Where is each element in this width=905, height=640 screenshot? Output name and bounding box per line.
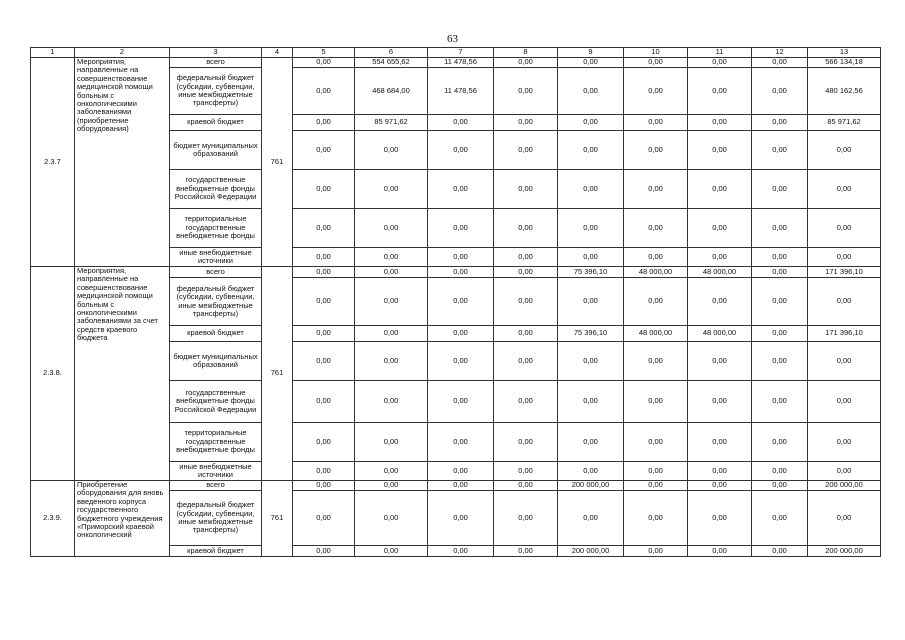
amount-cell: 0,00 bbox=[428, 546, 494, 557]
amount-cell: 468 684,00 bbox=[355, 68, 428, 115]
amount-cell: 0,00 bbox=[558, 278, 624, 326]
amount-cell: 0,00 bbox=[494, 131, 558, 170]
amount-cell: 0,00 bbox=[293, 491, 355, 546]
amount-cell: 0,00 bbox=[293, 381, 355, 423]
amount-cell: 0,00 bbox=[494, 546, 558, 557]
amount-cell: 0,00 bbox=[494, 170, 558, 209]
amount-cell: 0,00 bbox=[428, 423, 494, 462]
funding-source: всего bbox=[170, 481, 262, 491]
amount-cell: 171 396,10 bbox=[808, 267, 881, 278]
column-number: 7 bbox=[428, 48, 494, 58]
table-row bbox=[31, 267, 881, 278]
amount-cell: 0,00 bbox=[494, 462, 558, 481]
amount-cell: 0,00 bbox=[293, 131, 355, 170]
amount-cell: 0,00 bbox=[688, 546, 752, 557]
amount-cell: 0,00 bbox=[293, 115, 355, 131]
section-id: 2.3.9. bbox=[31, 481, 75, 557]
amount-cell: 75 396,10 bbox=[558, 326, 624, 342]
amount-cell: 0,00 bbox=[494, 278, 558, 326]
amount-cell: 0,00 bbox=[558, 342, 624, 381]
amount-cell: 0,00 bbox=[624, 115, 688, 131]
amount-cell: 0,00 bbox=[355, 381, 428, 423]
amount-cell: 0,00 bbox=[808, 462, 881, 481]
amount-cell: 0,00 bbox=[688, 381, 752, 423]
column-number: 13 bbox=[808, 48, 881, 58]
amount-cell: 0,00 bbox=[494, 481, 558, 491]
column-number: 1 bbox=[31, 48, 75, 58]
amount-cell: 0,00 bbox=[558, 381, 624, 423]
amount-cell: 0,00 bbox=[355, 342, 428, 381]
amount-cell: 0,00 bbox=[752, 342, 808, 381]
funding-source: всего bbox=[170, 267, 262, 278]
amount-cell: 0,00 bbox=[355, 481, 428, 491]
amount-cell: 0,00 bbox=[808, 131, 881, 170]
amount-cell: 0,00 bbox=[558, 209, 624, 248]
amount-cell: 0,00 bbox=[558, 58, 624, 68]
amount-cell: 0,00 bbox=[293, 267, 355, 278]
funding-source: иные внебюджетные источники bbox=[170, 462, 262, 481]
amount-cell: 0,00 bbox=[688, 115, 752, 131]
amount-cell: 0,00 bbox=[428, 170, 494, 209]
funding-source: краевой бюджет bbox=[170, 546, 262, 557]
amount-cell: 0,00 bbox=[808, 278, 881, 326]
amount-cell: 0,00 bbox=[494, 209, 558, 248]
amount-cell: 0,00 bbox=[688, 423, 752, 462]
amount-cell: 0,00 bbox=[494, 342, 558, 381]
amount-cell: 48 000,00 bbox=[624, 326, 688, 342]
amount-cell: 0,00 bbox=[558, 115, 624, 131]
amount-cell: 0,00 bbox=[293, 462, 355, 481]
amount-cell: 554 655,62 bbox=[355, 58, 428, 68]
amount-cell: 0,00 bbox=[808, 381, 881, 423]
amount-cell: 0,00 bbox=[293, 58, 355, 68]
amount-cell: 0,00 bbox=[494, 68, 558, 115]
column-number: 11 bbox=[688, 48, 752, 58]
amount-cell: 200 000,00 bbox=[808, 481, 881, 491]
amount-cell: 0,00 bbox=[624, 58, 688, 68]
amount-cell: 0,00 bbox=[688, 209, 752, 248]
funding-source: государственные внебюджетные фонды Российской Федерации bbox=[170, 381, 262, 423]
amount-cell: 0,00 bbox=[428, 342, 494, 381]
amount-cell: 0,00 bbox=[752, 209, 808, 248]
amount-cell: 0,00 bbox=[808, 491, 881, 546]
amount-cell: 0,00 bbox=[808, 423, 881, 462]
column-number: 10 bbox=[624, 48, 688, 58]
amount-cell: 0,00 bbox=[688, 462, 752, 481]
amount-cell: 0,00 bbox=[355, 546, 428, 557]
amount-cell: 0,00 bbox=[355, 278, 428, 326]
amount-cell: 0,00 bbox=[428, 248, 494, 267]
amount-cell: 0,00 bbox=[624, 131, 688, 170]
amount-cell: 0,00 bbox=[494, 423, 558, 462]
budget-code: 761 bbox=[262, 267, 293, 481]
section-id: 2.3.8. bbox=[31, 267, 75, 481]
amount-cell: 0,00 bbox=[688, 170, 752, 209]
amount-cell: 0,00 bbox=[355, 423, 428, 462]
amount-cell: 11 478,56 bbox=[428, 58, 494, 68]
column-number: 4 bbox=[262, 48, 293, 58]
amount-cell: 480 162,56 bbox=[808, 68, 881, 115]
amount-cell: 0,00 bbox=[355, 267, 428, 278]
amount-cell: 0,00 bbox=[293, 170, 355, 209]
column-number: 5 bbox=[293, 48, 355, 58]
amount-cell: 0,00 bbox=[494, 115, 558, 131]
amount-cell: 0,00 bbox=[808, 248, 881, 267]
amount-cell: 0,00 bbox=[688, 58, 752, 68]
amount-cell: 0,00 bbox=[752, 326, 808, 342]
amount-cell: 0,00 bbox=[558, 462, 624, 481]
amount-cell: 0,00 bbox=[293, 68, 355, 115]
amount-cell: 200 000,00 bbox=[558, 546, 624, 557]
amount-cell: 0,00 bbox=[688, 248, 752, 267]
amount-cell: 0,00 bbox=[494, 326, 558, 342]
amount-cell: 0,00 bbox=[624, 491, 688, 546]
amount-cell: 0,00 bbox=[624, 209, 688, 248]
amount-cell: 0,00 bbox=[355, 248, 428, 267]
amount-cell: 0,00 bbox=[624, 481, 688, 491]
amount-cell: 0,00 bbox=[494, 58, 558, 68]
budget-table bbox=[30, 47, 881, 557]
amount-cell: 0,00 bbox=[428, 491, 494, 546]
amount-cell: 0,00 bbox=[558, 248, 624, 267]
amount-cell: 85 971,62 bbox=[808, 115, 881, 131]
amount-cell: 0,00 bbox=[752, 381, 808, 423]
amount-cell: 0,00 bbox=[752, 170, 808, 209]
amount-cell: 0,00 bbox=[624, 68, 688, 115]
amount-cell: 0,00 bbox=[752, 58, 808, 68]
amount-cell: 0,00 bbox=[688, 342, 752, 381]
amount-cell: 0,00 bbox=[624, 381, 688, 423]
amount-cell: 0,00 bbox=[752, 491, 808, 546]
amount-cell: 0,00 bbox=[355, 170, 428, 209]
amount-cell: 0,00 bbox=[808, 170, 881, 209]
section-name: Приобретение оборудования для вновь введенного корпуса государственного бюджетного учреждения «Приморский краевой онкологический bbox=[75, 481, 170, 557]
amount-cell: 0,00 bbox=[428, 278, 494, 326]
funding-source: федеральный бюджет (субсидии, субвенции, иные межбюджетные трансферты) bbox=[170, 491, 262, 546]
funding-source: бюджет муниципальных образований bbox=[170, 342, 262, 381]
amount-cell: 85 971,62 bbox=[355, 115, 428, 131]
amount-cell: 0,00 bbox=[293, 248, 355, 267]
column-number: 12 bbox=[752, 48, 808, 58]
amount-cell: 0,00 bbox=[428, 209, 494, 248]
amount-cell: 0,00 bbox=[494, 267, 558, 278]
section-name: Мероприятия, направленные на совершенствование медицинской помощи больным с онкологическими заболеваниями (приобретение оборудования) bbox=[75, 58, 170, 267]
amount-cell: 75 396,10 bbox=[558, 267, 624, 278]
amount-cell: 48 000,00 bbox=[624, 267, 688, 278]
amount-cell: 0,00 bbox=[752, 462, 808, 481]
amount-cell: 0,00 bbox=[558, 170, 624, 209]
table-row bbox=[31, 481, 881, 491]
funding-source: государственные внебюджетные фонды Российской Федерации bbox=[170, 170, 262, 209]
column-number: 3 bbox=[170, 48, 262, 58]
amount-cell: 0,00 bbox=[624, 248, 688, 267]
amount-cell: 0,00 bbox=[428, 326, 494, 342]
amount-cell: 0,00 bbox=[688, 278, 752, 326]
amount-cell: 0,00 bbox=[355, 209, 428, 248]
amount-cell: 0,00 bbox=[355, 491, 428, 546]
amount-cell: 0,00 bbox=[752, 481, 808, 491]
amount-cell: 0,00 bbox=[808, 342, 881, 381]
column-number: 8 bbox=[494, 48, 558, 58]
table-row bbox=[31, 58, 881, 68]
funding-source: всего bbox=[170, 58, 262, 68]
amount-cell: 48 000,00 bbox=[688, 326, 752, 342]
amount-cell: 0,00 bbox=[752, 115, 808, 131]
amount-cell: 0,00 bbox=[752, 68, 808, 115]
amount-cell: 48 000,00 bbox=[688, 267, 752, 278]
amount-cell: 0,00 bbox=[428, 381, 494, 423]
amount-cell: 0,00 bbox=[494, 248, 558, 267]
amount-cell: 566 134,18 bbox=[808, 58, 881, 68]
page-number: 63 bbox=[447, 33, 458, 45]
column-number: 9 bbox=[558, 48, 624, 58]
amount-cell: 0,00 bbox=[293, 326, 355, 342]
amount-cell: 0,00 bbox=[428, 115, 494, 131]
amount-cell: 0,00 bbox=[428, 267, 494, 278]
amount-cell: 0,00 bbox=[494, 491, 558, 546]
budget-code: 761 bbox=[262, 58, 293, 267]
amount-cell: 11 478,56 bbox=[428, 68, 494, 115]
amount-cell: 0,00 bbox=[293, 342, 355, 381]
amount-cell: 0,00 bbox=[688, 68, 752, 115]
amount-cell: 0,00 bbox=[355, 131, 428, 170]
amount-cell: 0,00 bbox=[752, 278, 808, 326]
amount-cell: 0,00 bbox=[293, 546, 355, 557]
amount-cell: 0,00 bbox=[624, 462, 688, 481]
amount-cell: 0,00 bbox=[558, 423, 624, 462]
amount-cell: 0,00 bbox=[293, 481, 355, 491]
amount-cell: 171 396,10 bbox=[808, 326, 881, 342]
amount-cell: 0,00 bbox=[752, 423, 808, 462]
funding-source: краевой бюджет bbox=[170, 326, 262, 342]
funding-source: федеральный бюджет (субсидии, субвенции, иные межбюджетные трансферты) bbox=[170, 278, 262, 326]
column-number: 2 bbox=[75, 48, 170, 58]
section-name: Мероприятия, направленные на совершенствование медицинской помощи больным с онкологическими заболеваниями за счет средств краевого бюджета bbox=[75, 267, 170, 481]
amount-cell: 0,00 bbox=[428, 462, 494, 481]
funding-source: бюджет муниципальных образований bbox=[170, 131, 262, 170]
amount-cell: 0,00 bbox=[293, 278, 355, 326]
funding-source: иные внебюджетные источники bbox=[170, 248, 262, 267]
amount-cell: 0,00 bbox=[688, 481, 752, 491]
funding-source: территориальные государственные внебюджетные фонды bbox=[170, 423, 262, 462]
amount-cell: 0,00 bbox=[558, 68, 624, 115]
amount-cell: 200 000,00 bbox=[808, 546, 881, 557]
amount-cell: 0,00 bbox=[293, 209, 355, 248]
amount-cell: 0,00 bbox=[428, 481, 494, 491]
amount-cell: 0,00 bbox=[752, 546, 808, 557]
funding-source: краевой бюджет bbox=[170, 115, 262, 131]
amount-cell: 0,00 bbox=[624, 546, 688, 557]
amount-cell: 0,00 bbox=[624, 278, 688, 326]
amount-cell: 0,00 bbox=[355, 462, 428, 481]
amount-cell: 0,00 bbox=[688, 131, 752, 170]
funding-source: территориальные государственные внебюджетные фонды bbox=[170, 209, 262, 248]
amount-cell: 200 000,00 bbox=[558, 481, 624, 491]
column-number: 6 bbox=[355, 48, 428, 58]
amount-cell: 0,00 bbox=[624, 342, 688, 381]
amount-cell: 0,00 bbox=[494, 381, 558, 423]
budget-code: 761 bbox=[262, 481, 293, 557]
amount-cell: 0,00 bbox=[752, 248, 808, 267]
amount-cell: 0,00 bbox=[293, 423, 355, 462]
amount-cell: 0,00 bbox=[752, 267, 808, 278]
amount-cell: 0,00 bbox=[558, 491, 624, 546]
amount-cell: 0,00 bbox=[355, 326, 428, 342]
funding-source: федеральный бюджет (субсидии, субвенции, иные межбюджетные трансферты) bbox=[170, 68, 262, 115]
section-id: 2.3.7 bbox=[31, 58, 75, 267]
amount-cell: 0,00 bbox=[428, 131, 494, 170]
amount-cell: 0,00 bbox=[752, 131, 808, 170]
amount-cell: 0,00 bbox=[624, 170, 688, 209]
amount-cell: 0,00 bbox=[624, 423, 688, 462]
amount-cell: 0,00 bbox=[808, 209, 881, 248]
header-row bbox=[31, 48, 881, 58]
amount-cell: 0,00 bbox=[688, 491, 752, 546]
amount-cell: 0,00 bbox=[558, 131, 624, 170]
